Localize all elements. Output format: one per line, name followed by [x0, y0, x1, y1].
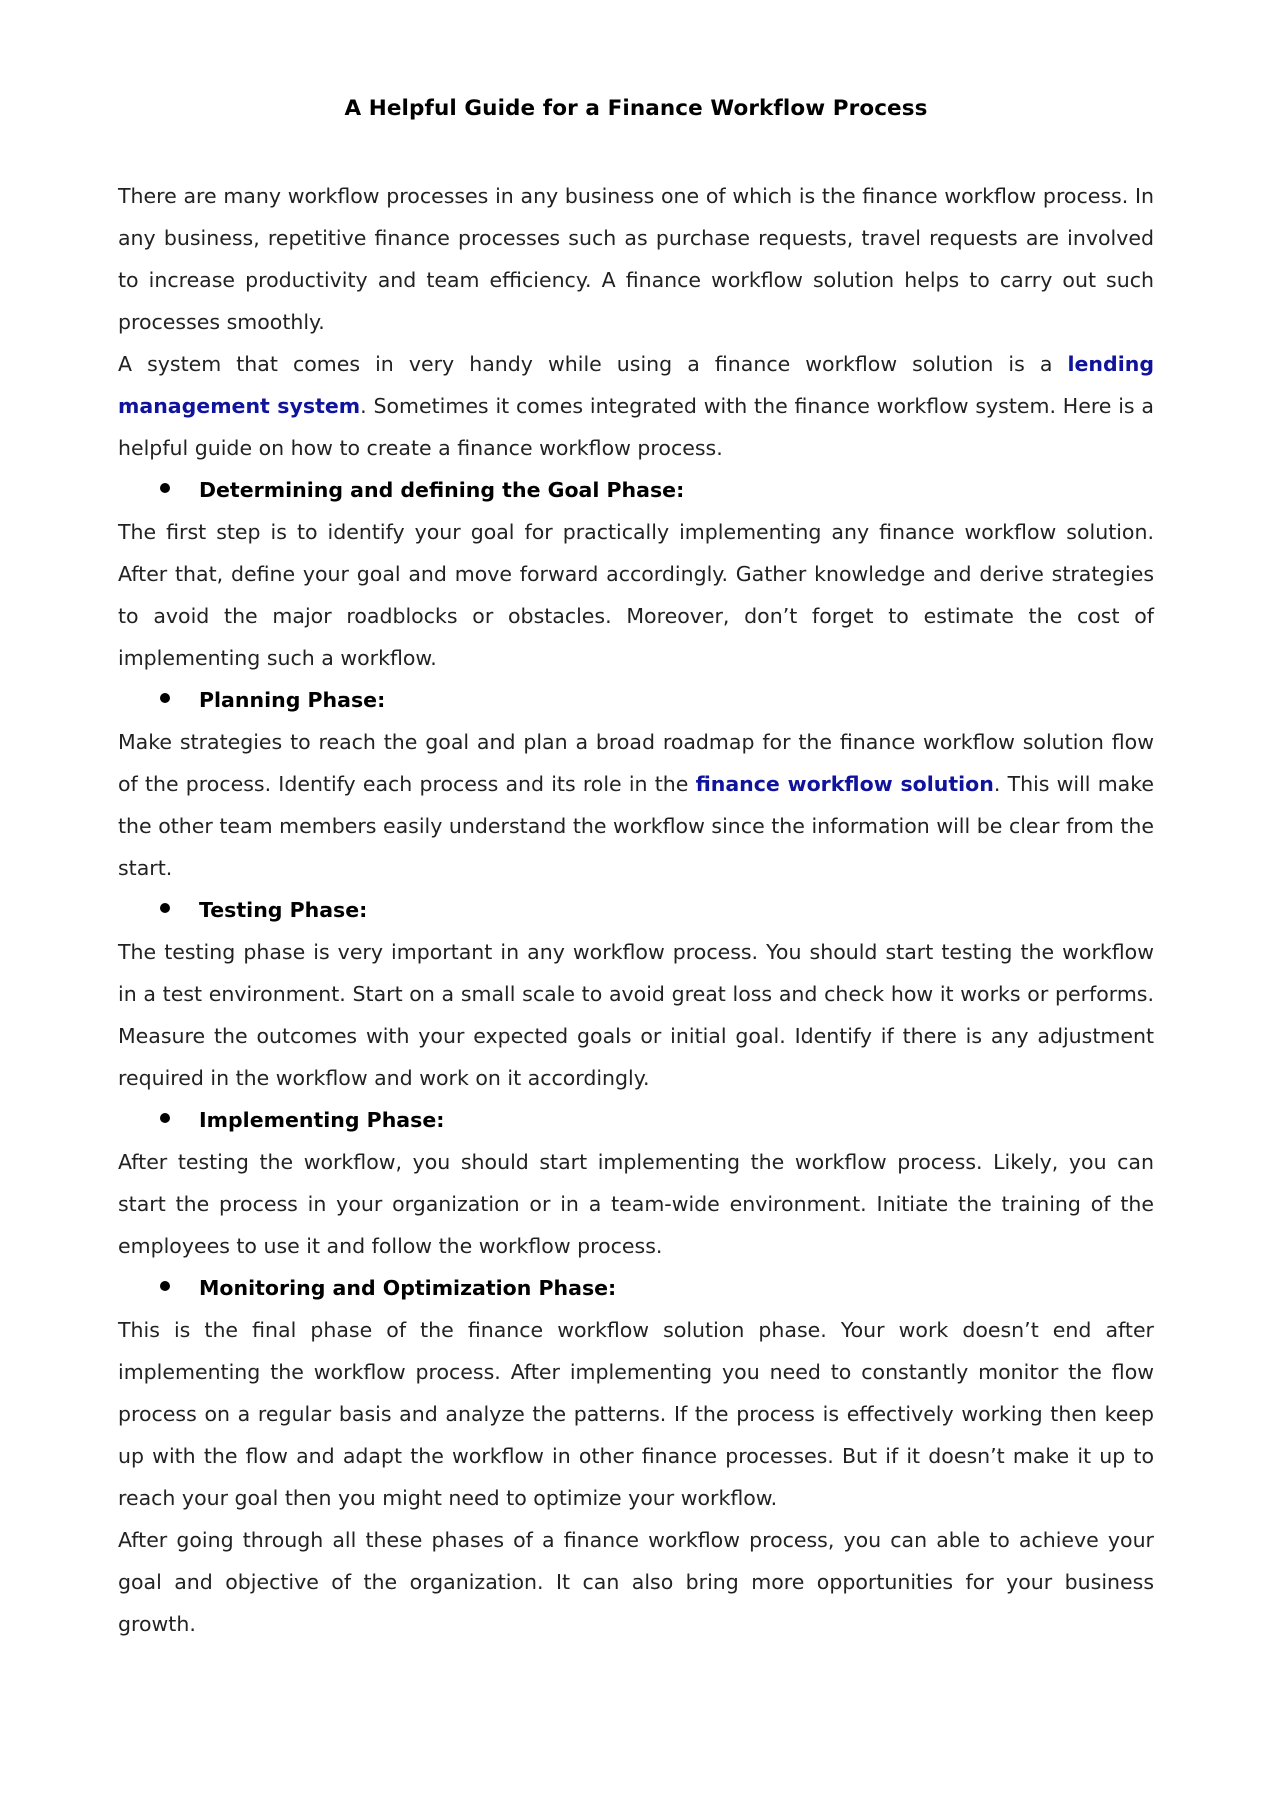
section-body-goal-phase: [118, 511, 1154, 679]
planning-phase-text-after: . This will make the other team members easily understand the workflow since the information will be clear from the start.: [118, 771, 1154, 880]
section-heading-implementing-phase: Implementing Phase:: [199, 1107, 445, 1132]
section-body-planning-phase: [118, 721, 1154, 889]
section-body-implementing-phase: [118, 1141, 1154, 1267]
section-heading-goal-phase: Determining and defining the Goal Phase:: [199, 477, 685, 502]
intro-p2-text-after: . Sometimes it comes integrated with the finance workflow system. Here is a helpful guide on how to create a finance workflow process.: [118, 393, 1154, 460]
intro-paragraph-1: There are many workflow processes in any business one of which is the finance workflow process. In any business, repetitive finance processes such as purchase requests, travel requests are involved to increase productivity and team efficiency. A finance workflow solution helps to carry out such processes smoothly.: [118, 183, 1154, 334]
section-heading-testing-phase: Testing Phase:: [199, 897, 368, 922]
bullet-item-monitoring-phase: [118, 1267, 1154, 1309]
bullet-dot-icon: [160, 483, 170, 493]
section-heading-monitoring-phase: Monitoring and Optimization Phase:: [199, 1275, 617, 1300]
conclusion-paragraph: After going through all these phases of a finance workflow process, you can able to achieve your goal and objective of the organization. It can also bring more opportunities for your business growth.: [118, 1527, 1154, 1636]
section-body-testing-phase: [118, 931, 1154, 1099]
lending-management-system-link[interactable]: lending management system: [118, 351, 1154, 418]
bullet-dot-icon: [160, 903, 170, 913]
section-heading-planning-phase: Planning Phase:: [199, 687, 386, 712]
planning-phase-text-before: Make strategies to reach the goal and plan a broad roadmap for the finance workflow solution flow of the process. Identify each process and its role in the: [118, 729, 1154, 796]
bullet-dot-icon: [160, 1113, 170, 1123]
bullet-item-implementing-phase: [118, 1099, 1154, 1141]
intro-p2-text-before: A system that comes in very handy while using a finance workflow solution is a: [118, 351, 1068, 376]
goal-phase-text-before: The first step is to identify your goal for practically implementing any finance workflow solution. After that, define your goal and move forward accordingly. Gather knowledge and derive strategies to avoid the major roadblocks or obstacles. Moreover, don’t forget to estimate the cost of implementing such a workflow.: [118, 519, 1154, 670]
section-body-monitoring-phase: [118, 1309, 1154, 1519]
bullet-dot-icon: [160, 1281, 170, 1291]
bullet-item-testing-phase: [118, 889, 1154, 931]
implementing-phase-text-before: After testing the workflow, you should start implementing the workflow process. Likely, you can start the process in your organization or in a team-wide environment. Initiate the training of the employees to use it and follow the workflow process.: [118, 1149, 1154, 1258]
finance-workflow-solution-link[interactable]: finance workflow solution: [695, 771, 994, 796]
page-title: A Helpful Guide for a Finance Workflow Process: [344, 96, 928, 121]
monitoring-phase-text-before: This is the final phase of the finance workflow solution phase. Your work doesn’t end after implementing the workflow process. After implementing you need to constantly monitor the flow process on a regular basis and analyze the patterns. If the process is effectively working then keep up with the flow and adapt the workflow in other finance processes. But if it doesn’t make it up to reach your goal then you might need to optimize your workflow.: [118, 1317, 1154, 1510]
bullet-item-planning-phase: [118, 679, 1154, 721]
bullet-item-goal-phase: [118, 469, 1154, 511]
bullet-dot-icon: [160, 693, 170, 703]
intro-paragraph-2: [118, 343, 1154, 469]
testing-phase-text-before: The testing phase is very important in any workflow process. You should start testing the workflow in a test environment. Start on a small scale to avoid great loss and check how it works or performs. Measure the outcomes with your expected goals or initial goal. Identify if there is any adjustment required in the workflow and work on it accordingly.: [118, 939, 1154, 1090]
